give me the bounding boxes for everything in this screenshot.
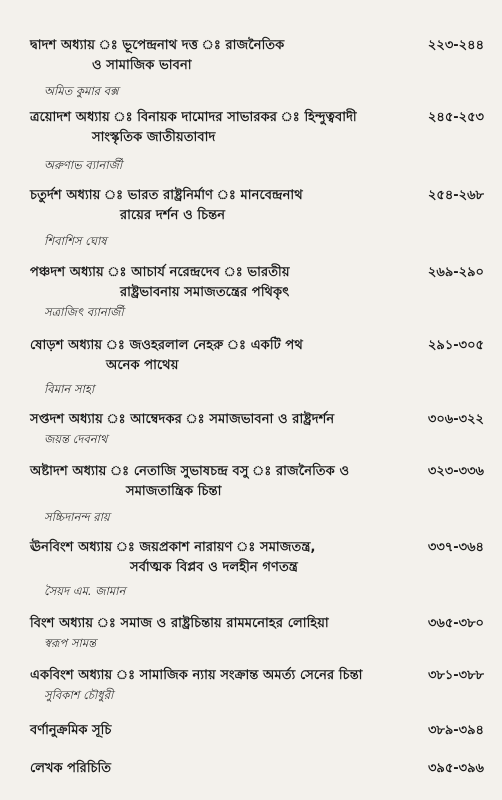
toc-entry-15 <box>30 263 490 321</box>
page-range: ২৫৪-২৬৮ <box>427 188 484 203</box>
chapter-title: একবিংশ অধ্যায় ঃ সামাজিক ন্যায় সংক্রান্ত অমর্ত্য সেনের চিন্তা <box>30 668 363 683</box>
chapter-title-cont: অনেক পাথেয় <box>106 358 179 373</box>
chapter-title-cont: সাংস্কৃতিক জাতীয়তাবাদ <box>92 130 216 145</box>
chapter-author: শিবাশিস ঘোষ <box>44 234 107 248</box>
toc-entry-13 <box>30 108 490 174</box>
chapter-title: ষোড়শ অধ্যায় ঃ জওহরলাল নেহরু ঃ একটি পথ <box>30 338 303 353</box>
chapter-title-cont: সমাজতান্ত্রিক চিন্তা <box>126 484 222 499</box>
contributors-label: লেখক পরিচিতি <box>30 761 112 776</box>
chapter-author: অরুণাভ ব্যানার্জী <box>44 158 123 172</box>
toc-entry-12 <box>30 36 490 100</box>
chapter-author: সৈয়দ এম. জামান <box>44 584 126 598</box>
chapter-title: ত্রয়োদশ অধ্যায় ঃ বিনায়ক দামোদর সাভারকর ঃ হিন্দুত্ববাদী <box>30 110 357 125</box>
page-range: ৩৬৫-৩৮০ <box>427 616 484 631</box>
chapter-title: চতুর্দশ অধ্যায় ঃ ভারত রাষ্ট্রনির্মাণ ঃ মানবেন্দ্রনাথ <box>30 188 303 203</box>
page-range: ৩২৩-৩৩৬ <box>427 464 484 479</box>
chapter-title: বিংশ অধ্যায় ঃ সমাজ ও রাষ্ট্রচিন্তায় রামমনোহর লোহিয়া <box>30 616 329 631</box>
toc-entry-19 <box>30 538 490 600</box>
chapter-title: ঊনবিংশ অধ্যায় ঃ জয়প্রকাশ নারায়ণ ঃ সমাজতন্ত্র, <box>30 540 316 555</box>
chapter-title: দ্বাদশ অধ্যায় ঃ ভূপেন্দ্রনাথ দত্ত ঃ রাজনৈতিক <box>30 38 285 53</box>
chapter-title: অষ্টাদশ অধ্যায় ঃ নেতাজি সুভাষচন্দ্র বসু ঃ রাজনৈতিক ও <box>30 464 350 479</box>
chapter-title-cont: রাষ্ট্রভাবনায় সমাজতন্ত্রের পথিকৃৎ <box>120 285 290 300</box>
chapter-title-cont: ও সামাজিক ভাবনা <box>92 58 192 73</box>
toc-entry-index <box>30 721 490 741</box>
page-range: ২২৩-২৪৪ <box>427 38 484 53</box>
chapter-title-cont: সর্বাত্মক বিপ্লব ও দলহীন গণতন্ত্র <box>130 560 298 575</box>
chapter-author: সত্রাজিৎ ব্যানার্জী <box>44 305 124 319</box>
page-range: ৩৮১-৩৮৮ <box>427 668 484 683</box>
page-range: ২৬৯-২৯০ <box>427 265 484 280</box>
chapter-author: স্বরূপ সামন্ত <box>44 636 97 650</box>
chapter-author: বিমান সাহা <box>44 382 95 396</box>
toc-entry-14 <box>30 186 490 250</box>
toc-entry-21 <box>30 666 490 704</box>
toc-entry-17 <box>30 410 490 448</box>
toc-entry-16 <box>30 336 490 398</box>
page-range: ২৪৫-২৫৩ <box>427 110 484 125</box>
chapter-author: অমিত কুমার বক্স <box>44 84 119 98</box>
toc-entry-contributors <box>30 759 490 779</box>
page-range: ২৯১-৩০৫ <box>427 338 484 353</box>
chapter-author: সচ্চিদানন্দ রায় <box>44 510 110 524</box>
page-range: ৩৮৯-৩৯৪ <box>427 723 484 738</box>
chapter-title-cont: রায়ের দর্শন ও চিন্তন <box>120 208 226 223</box>
page-range: ৩৩৭-৩৬৪ <box>427 540 484 555</box>
chapter-title: সপ্তদশ অধ্যায় ঃ আম্বেদকর ঃ সমাজভাবনা ও রাষ্ট্রদর্শন <box>30 412 335 427</box>
toc-entry-20 <box>30 614 490 652</box>
page-range: ৩৯৫-৩৯৬ <box>427 761 484 776</box>
chapter-author: জয়ন্ত দেবনাথ <box>44 432 108 446</box>
chapter-author: সুবিকাশ চৌধুরী <box>44 688 114 702</box>
index-label: বর্ণানুক্রমিক সূচি <box>30 723 112 738</box>
page-range: ৩০৬-৩২২ <box>427 412 484 427</box>
toc-entry-18 <box>30 462 490 526</box>
chapter-title: পঞ্চদশ অধ্যায় ঃ আচার্য নরেন্দ্রদেব ঃ ভারতীয় <box>30 265 290 280</box>
